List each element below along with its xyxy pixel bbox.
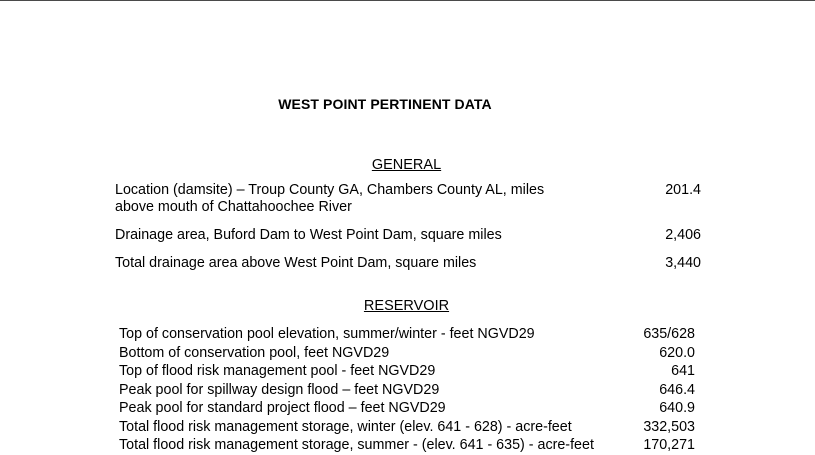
general-row-location xyxy=(115,182,701,216)
reservoir-row-label: Peak pool for spillway design flood – feet NGVD29 xyxy=(119,381,440,398)
reservoir-row xyxy=(119,344,695,363)
reservoir-row-value: 332,503 xyxy=(643,418,695,435)
reservoir-row-label: Peak pool for standard project flood – feet NGVD29 xyxy=(119,400,446,416)
general-row-value: 201.4 xyxy=(665,182,701,198)
reservoir-row-value: 170,271 xyxy=(643,437,695,453)
reservoir-row-label: Total flood risk management storage, winter (elev. 641 - 628) - acre-feet xyxy=(119,418,572,435)
reservoir-row xyxy=(119,418,695,437)
reservoir-row-value: 646.4 xyxy=(659,381,695,398)
general-row-value: 3,440 xyxy=(665,255,701,271)
general-row-label: Drainage area, Buford Dam to West Point Dam, square miles xyxy=(115,227,502,243)
document-title: WEST POINT PERTINENT DATA xyxy=(278,96,492,112)
reservoir-row-label: Top of conservation pool elevation, summer/winter - feet NGVD29 xyxy=(119,326,535,342)
general-row-label-line: above mouth of Chattahoochee River xyxy=(115,199,352,215)
reservoir-row-label: Top of flood risk management pool - feet NGVD29 xyxy=(119,363,436,379)
reservoir-row-value: 635/628 xyxy=(643,326,695,342)
reservoir-row xyxy=(119,362,695,381)
general-row-total-drainage-area xyxy=(115,255,701,272)
reservoir-row xyxy=(119,325,695,344)
reservoir-row-value: 620.0 xyxy=(659,344,695,361)
reservoir-row xyxy=(119,399,695,418)
reservoir-row xyxy=(119,436,695,455)
general-data-list xyxy=(115,182,701,272)
general-row-drainage-area xyxy=(115,227,701,244)
reservoir-section-heading: RESERVOIR xyxy=(363,298,450,314)
general-row-label xyxy=(115,182,585,216)
reservoir-row xyxy=(119,381,695,400)
general-row-value: 2,406 xyxy=(665,227,701,243)
general-section-heading: GENERAL xyxy=(371,157,442,173)
reservoir-row-value: 640.9 xyxy=(659,400,695,416)
reservoir-data-list xyxy=(119,325,695,455)
general-row-label-line: Location (damsite) – Troup County GA, Chambers County AL, miles xyxy=(115,182,545,198)
reservoir-row-label: Bottom of conservation pool, feet NGVD29 xyxy=(119,344,390,361)
reservoir-row-label: Total flood risk management storage, summer - (elev. 641 - 635) - acre-feet xyxy=(119,437,594,453)
reservoir-row-value: 641 xyxy=(671,363,695,379)
general-row-label: Total drainage area above West Point Dam, square miles xyxy=(115,255,477,271)
